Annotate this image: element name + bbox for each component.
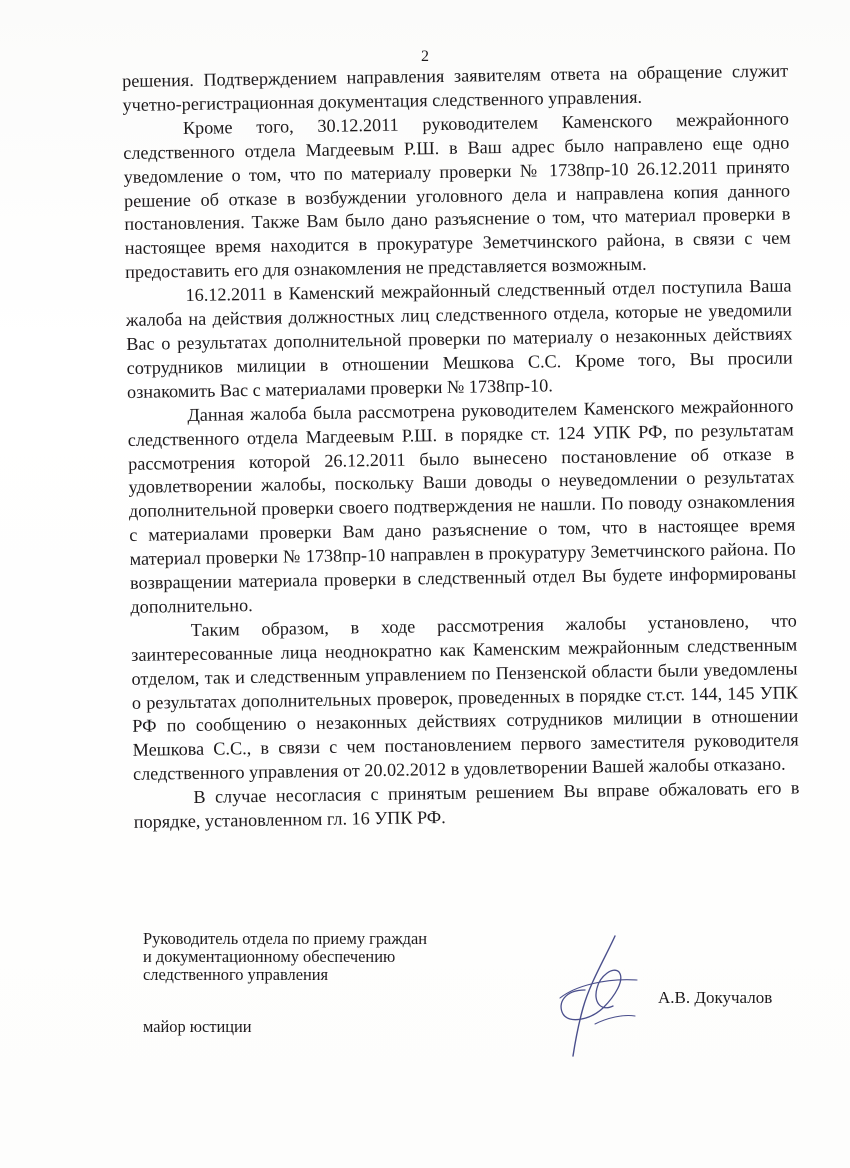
- signer-position-line: следственного управления: [143, 965, 329, 984]
- paragraph-review: Данная жалоба была рассмотрена руководителем Каменского межрайонного следственного отдела Магдеевым Р.Ш. в порядке ст. 124 УПК РФ, по результатам рассмотрения которой 26.12.2011 было вынесено постановление об отказе в удовлетворении жалобы, поскольку Ваши доводы о неуведомлении о результатах дополнительной проверки своего подтверждения не нашли. По поводу ознакомления с материалами проверки Вам дано разъяснение о том, что в настоящее время материал проверки № 1738пр-10 направлен в прокуратуру Земетчинского района. По возвращении материала проверки в следственный отдел Вы будете информированы дополнительно.: [127, 395, 797, 617]
- paragraph-continuation: решения. Подтверждением направления заявителям ответа на обращение служит учетно-регистрационная документация следственного управления.: [122, 60, 789, 115]
- signer-position-line: и документационному обеспечению: [143, 947, 396, 966]
- handwritten-signature: [545, 928, 655, 1063]
- signer-position-line: Руководитель отдела по приему граждан: [143, 929, 428, 948]
- signer-rank: майор юстиции: [143, 1017, 252, 1036]
- paragraph-conclusion: Таким образом, в ходе рассмотрения жалобы установлено, что заинтересованные лица неоднократно как Каменским межрайонным следственным отделом, так и следственным управлением по Пензенской области были уведомлены о результатах дополнительных проверок, проведенных в порядке ст.ст. 144, 145 УПК РФ по сообщению о незаконных действиях сотрудников милиции в отношении Мешкова С.С., в связи с чем постановлением первого заместителя руководителя следственного управления от 20.02.2012 в удовлетворении Вашей жалобы отказано.: [131, 610, 799, 785]
- page-number: 2: [421, 48, 429, 65]
- paragraph-complaint: 16.12.2011 в Каменский межрайонный следственный отдел поступила Ваша жалоба на действия должностных лиц следственного отдела, которые не уведомили Вас о результатах дополнительной проверки по материалу о незаконных действиях сотрудников милиции в отношении Мешкова С.С. Кроме того, Вы просили ознакомить Вас с материалами проверки № 1738пр-10.: [125, 275, 793, 402]
- paragraph-appeal: В случае несогласия с принятым решением Вы вправе обжаловать его в порядке, установленном гл. 16 УПК РФ.: [133, 777, 800, 832]
- letter-body: [122, 60, 800, 835]
- paragraph-notification: Кроме того, 30.12.2011 руководителем Каменского межрайонного следственного отдела Магдеевым Р.Ш. в Ваш адрес было направлено еще одно уведомление о том, что по материалу проверки № 1738пр-10 26.12.2011 принято решение об отказе в возбуждении уголовного дела и направлена копия данного постановления. Также Вам было дано разъяснение о том, что материал проверки в настоящее время находится в прокуратуре Земетчинского района, в связи с чем предоставить его для ознакомления не представляется возможным.: [123, 108, 791, 283]
- signer-name: А.В. Докучалов: [658, 988, 773, 1007]
- signer-position-block: [143, 930, 503, 1036]
